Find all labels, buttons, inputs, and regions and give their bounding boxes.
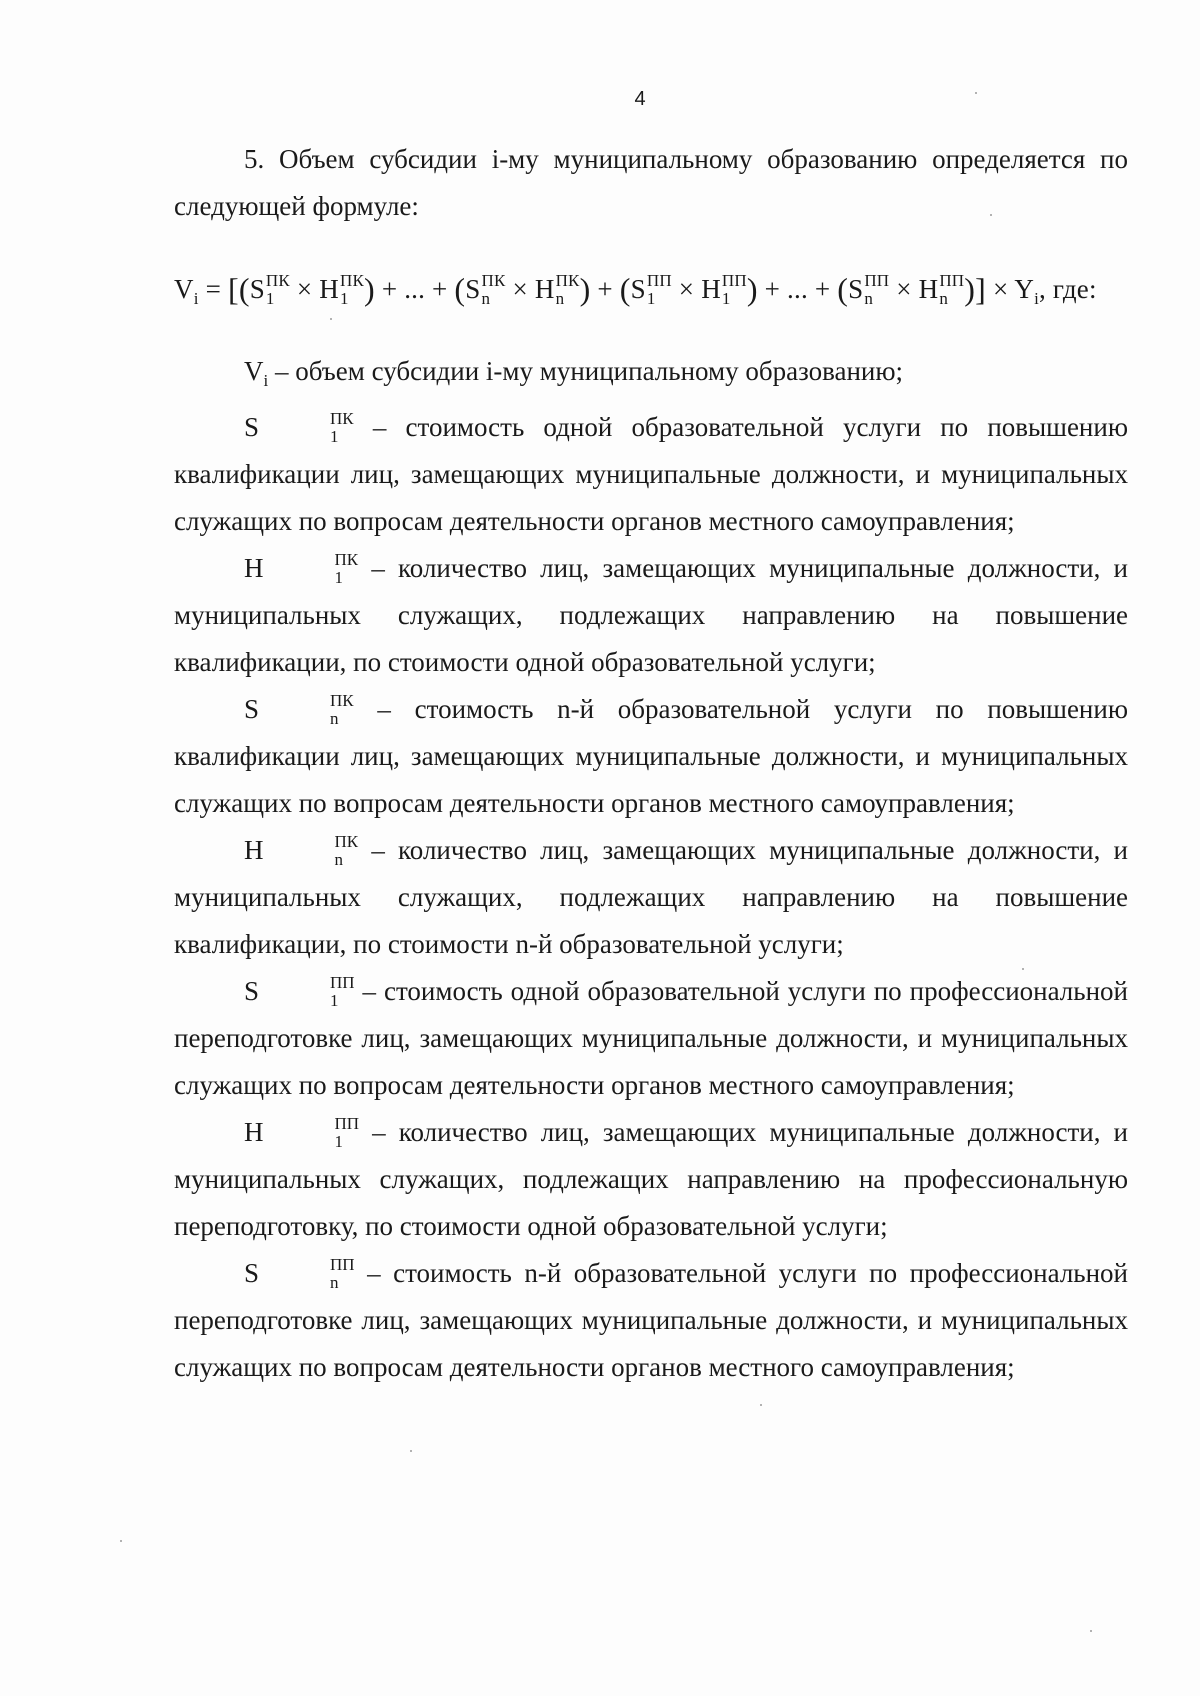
formula-term1: S ПК 1 × H ПК 1	[249, 271, 365, 309]
definition-item	[174, 1109, 1128, 1250]
formula-term2: S ПК n × H ПК n	[465, 271, 580, 309]
scan-speckle	[975, 92, 977, 94]
formula-lhs: $V_i$	[174, 274, 199, 308]
intro-paragraph: 5. Объем субсидии i-му муниципальному образованию определяется по следующей формуле:	[174, 144, 1128, 221]
definition-symbol: $V_i$	[244, 356, 269, 390]
definition-text: – количество лиц, замещающих муниципальные должности, и муниципальных служащих, подлежащих направлению на повышение квалификации, по стоимости n-й образовательной услуги;	[174, 835, 1129, 959]
definition-item	[174, 827, 1128, 968]
definition-item	[174, 968, 1128, 1109]
definitions-list	[174, 348, 1128, 1391]
definition-item	[174, 1250, 1128, 1391]
scan-speckle	[1022, 968, 1024, 970]
formula-close-bracket: ]	[975, 271, 987, 307]
definition-text: – стоимость n-й образовательной услуги по повышению квалификации лиц, замещающих муниципальные должности, и муниципальных служащих по вопросам деятельности органов местного самоуправления;	[174, 694, 1128, 818]
formula-eq: =	[205, 274, 222, 304]
definition-symbol: H ПП 1	[244, 1114, 360, 1152]
definition-item	[174, 404, 1128, 545]
definition-symbol: S ПК n	[244, 691, 354, 729]
formula-y: $Y_i$	[1014, 274, 1039, 308]
formula-term4: S ПП n × H ПП n	[848, 271, 965, 309]
definition-symbol: H ПК 1	[244, 550, 359, 588]
scan-speckle	[330, 318, 332, 320]
definition-symbol: H ПК n	[244, 832, 359, 870]
scan-speckle	[760, 1404, 762, 1406]
definition-text: – количество лиц, замещающих муниципальные должности, и муниципальных служащих, подлежащих направлению на профессиональную переподготовку, по стоимости одной образовательной услуги;	[174, 1117, 1128, 1241]
definition-symbol: S ПП n	[244, 1255, 355, 1293]
formula-plus: +	[597, 274, 613, 304]
formula-term3: S ПП 1 × H ПП 1	[630, 271, 747, 309]
document-body	[174, 136, 1128, 1391]
scan-speckle	[120, 1540, 122, 1542]
subsidy-formula: $V_i = [(S$ ПК 1 × H ПК 1 ) + ... + (S ПК n × H ПК n ) + (S ПП 1 × H ПП 1 ) + ... + (S ПП n × H ПП n )] × $Y_i$, где:	[174, 271, 1097, 309]
definition-text: – стоимость n-й образовательной услуги по профессиональной переподготовке лиц, замещающих муниципальные должности, и муниципальных служащих по вопросам деятельности органов местного самоуправления;	[174, 1258, 1128, 1382]
formula-dots-1: + ... +	[381, 274, 448, 304]
scan-speckle	[1090, 1630, 1092, 1632]
scan-speckle	[990, 214, 992, 216]
definition-text: – количество лиц, замещающих муниципальные должности, и муниципальных служащих, подлежащих направлению на повышение квалификации, по стоимости одной образовательной услуги;	[174, 553, 1129, 677]
definition-symbol: S ПП 1	[244, 973, 355, 1011]
definition-item	[174, 545, 1128, 686]
page-number: 4	[634, 88, 646, 110]
definition-text: – объем субсидии i-му муниципальному образованию;	[274, 356, 904, 386]
definition-item	[174, 686, 1128, 827]
formula-tail: , где:	[1039, 274, 1097, 304]
definition-text: – стоимость одной образовательной услуги по профессиональной переподготовке лиц, замещающих муниципальные должности, и муниципальных служащих по вопросам деятельности органов местного самоуправления;	[174, 976, 1128, 1100]
definition-text: – стоимость одной образовательной услуги по повышению квалификации лиц, замещающих муниципальные должности, и муниципальных служащих по вопросам деятельности органов местного самоуправления;	[174, 412, 1129, 536]
scan-speckle	[410, 1450, 412, 1452]
formula-dots-2: + ... +	[764, 274, 831, 304]
formula-open-bracket: [	[227, 271, 239, 307]
definition-item	[174, 348, 1128, 404]
definition-symbol: S ПК 1	[244, 409, 354, 447]
